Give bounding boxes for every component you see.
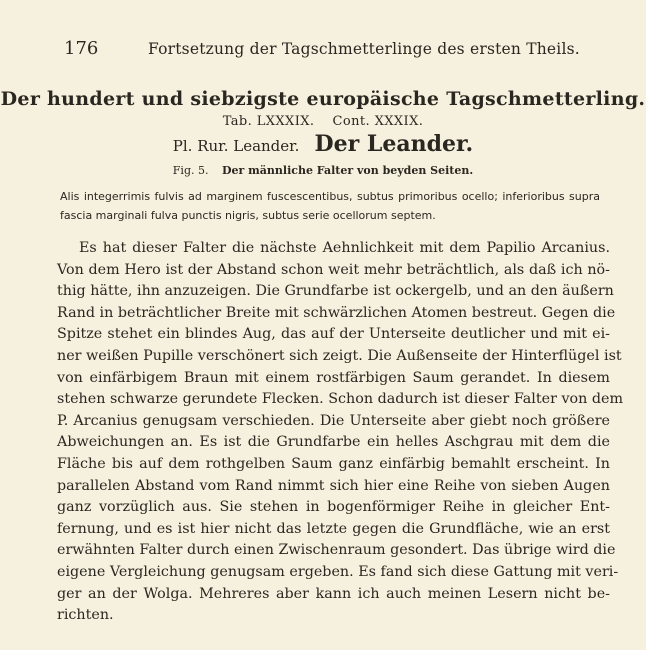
body-line: Es hat dieser Falter die nächste Aehnlichkeit mit dem Papilio Arcanius.	[79, 240, 610, 256]
body-line: Abweichungen an. Es ist die Grundfarbe ein helles Aschgrau mit dem die	[57, 434, 610, 451]
body-line: P. Arcanius genugsam verschieden. Die Unterseite aber giebt noch größere	[57, 412, 610, 429]
species-latin-name: Pl. Rur. Leander.	[172, 137, 300, 155]
running-head: Fortsetzung der Tagschmetterlinge des ersten Theils.	[148, 40, 580, 58]
figure-line	[0, 164, 646, 177]
body-line: Von dem Hero ist der Abstand schon weit mehr beträchtlich, als daß ich nö-	[57, 261, 610, 278]
body-line: ganz vorzüglich aus. Sie stehen in bogenförmiger Reihe in gleicher Ent-	[57, 499, 610, 516]
figure-label: Fig. 5.	[172, 164, 209, 177]
body-line: eigene Vergleichung genugsam ergeben. Es fand sich diese Gattung mit veri-	[57, 563, 619, 580]
plate-reference: Tab. LXXXIX. Cont. XXXIX.	[222, 114, 424, 129]
body-line: thig hätte, ihn anzuzeigen. Die Grundfarbe ist ockergelb, und an den äußern	[57, 283, 614, 300]
page-number: 176	[64, 38, 99, 59]
body-text	[57, 238, 624, 627]
body-line: Spitze stehet ein blindes Aug, das auf der Unterseite deutlicher und mit ei-	[57, 326, 610, 343]
body-line: richten.	[57, 607, 114, 624]
species-german-name: Der Leander.	[314, 131, 474, 157]
body-line: parallelen Abstand vom Rand nimmt sich hier eine Reihe von sieben Augen	[57, 477, 610, 494]
species-heading	[0, 131, 646, 157]
figure-caption: Der männliche Falter von beyden Seiten.	[221, 164, 474, 177]
body-line: Rand in beträchtlicher Breite mit schwärzlichen Atomen bestreut. Gegen die	[57, 304, 616, 321]
chapter-title: Der hundert und siebzigste europäische Tagschmetterling.	[0, 88, 646, 110]
body-line: Fläche bis auf dem rothgelben Saum ganz einfärbig bemahlt erscheint. In	[57, 455, 610, 472]
body-line: stehen schwarze gerundete Flecken. Schon dadurch ist dieser Falter von dem	[57, 391, 624, 408]
page-header	[52, 38, 612, 62]
body-line: ner weißen Pupille verschönert sich zeigt. Die Außenseite der Hinterflügel ist	[57, 347, 622, 364]
body-line: ger an der Wolga. Mehreres aber kann ich auch meinen Lesern nicht be-	[57, 585, 610, 602]
body-line: von einfärbigem Braun mit einem rostfärbigen Saum gerandet. In diesem	[57, 369, 610, 386]
body-line: erwähnten Falter durch einen Zwischenraum gesondert. Das übrige wird die	[57, 542, 616, 559]
latin-diagnosis: Alis integerrimis fulvis ad marginem fuscescentibus, subtus primoribus ocello; inferioribus supra fascia marginali fulva punctis nigris, subtus serie ocellorum septem.	[60, 190, 600, 222]
body-line: fernung, und es ist hier nicht das letzte gegen die Grundfläche, wie an erst	[57, 520, 610, 537]
